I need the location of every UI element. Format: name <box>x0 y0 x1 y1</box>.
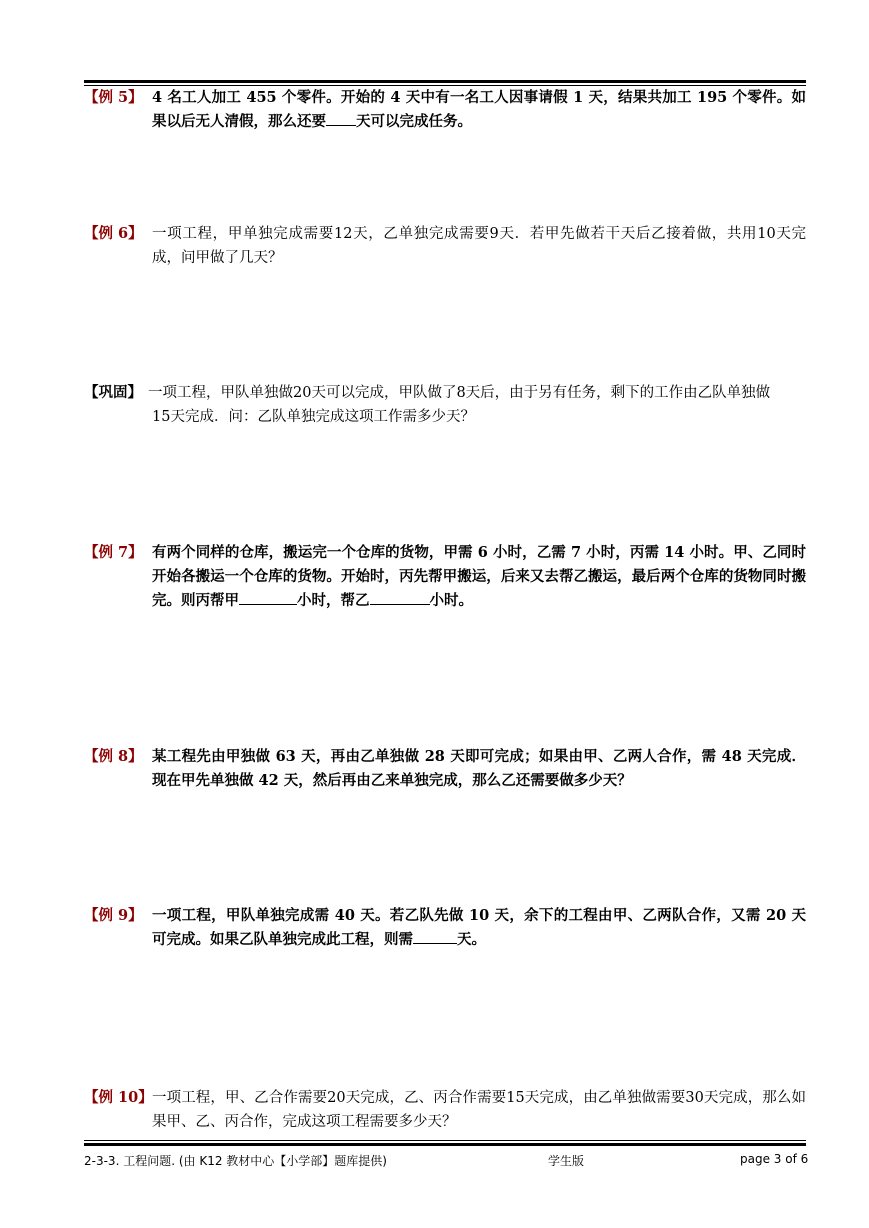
problem-label: 【例 7】 <box>84 544 143 561</box>
problem-label: 【例 6】 <box>84 225 143 242</box>
footer-edition: 学生版 <box>548 1154 585 1168</box>
answer-blank <box>326 110 356 126</box>
footer-source: 2-3-3. 工程问题. (由 K12 教材中心【小学部】题库提供) <box>84 1154 387 1168</box>
problem-text: 某工程先由甲独做 63 天，再由乙单独做 28 天即可完成；如果由甲、乙两人合作，需 48 天完成．现在甲先单独做 42 天，然后再由乙来单独完成，那么乙还需要做多少天？ <box>152 748 806 789</box>
problem-text: 一项工程，甲队单独完成需 40 天。若乙队先做 10 天，余下的工程由甲、乙两队合作，又需 20 天可完成。如果乙队单独完成此工程，则需 <box>152 907 806 948</box>
problem-label: 【例 8】 <box>84 748 143 765</box>
problem-example-9 <box>84 904 806 952</box>
problem-example-10 <box>84 1086 806 1134</box>
problem-text-end: 小时。 <box>429 592 473 609</box>
problem-consolidation <box>84 381 806 429</box>
problem-text-line2: 15天完成．问：乙队单独完成这项工作需多少天？ <box>152 409 475 425</box>
problem-text: 有两个同样的仓库，搬运完一个仓库的货物，甲需 6 小时，乙需 7 小时，丙需 14 小时。甲、乙同时开始各搬运一个仓库的货物。开始时，丙先帮甲搬运，后来又去帮乙搬运，最后两个仓库的货物同时搬完。则丙帮甲 <box>152 544 806 609</box>
footer-page-number: page 3 of 6 <box>740 1152 809 1166</box>
problem-label: 【例 9】 <box>84 907 143 924</box>
footer-rule-thin <box>84 1140 806 1141</box>
problem-label: 【例 10】 <box>84 1089 153 1106</box>
answer-blank <box>413 928 457 944</box>
problem-text-line1: 一项工程，甲队单独做20天可以完成，甲队做了8天后，由于另有任务，剩下的工作由乙队单独做 <box>148 385 771 401</box>
answer-blank-1 <box>239 589 297 605</box>
problem-example-5 <box>84 86 806 134</box>
problem-label: 【巩固】 <box>84 384 142 401</box>
problem-text: 4 名工人加工 455 个零件。开始的 4 天中有一名工人因事请假 1 天，结果共加工 195 个零件。如果以后无人清假，那么还要 <box>152 89 806 130</box>
problem-text-mid: 小时，帮乙 <box>297 592 370 609</box>
problem-text: 一项工程，甲、乙合作需要20天完成，乙、丙合作需要15天完成，由乙单独做需要30天完成，那么如果甲、乙、丙合作，完成这项工程需要多少天？ <box>152 1090 806 1130</box>
problem-example-8 <box>84 745 806 793</box>
answer-blank-2 <box>370 589 430 605</box>
problem-example-6 <box>84 222 806 270</box>
problem-text: 一项工程，甲单独完成需要12天，乙单独完成需要9天．若甲先做若干天后乙接着做，共用10天完成，问甲做了几天？ <box>152 226 806 266</box>
problem-example-7 <box>84 541 806 613</box>
header-rule <box>84 80 806 83</box>
footer-rule <box>84 1143 806 1146</box>
problem-text-end: 天。 <box>457 931 486 948</box>
problem-label: 【例 5】 <box>84 89 143 106</box>
problem-text-end: 天可以完成任务。 <box>356 113 472 130</box>
